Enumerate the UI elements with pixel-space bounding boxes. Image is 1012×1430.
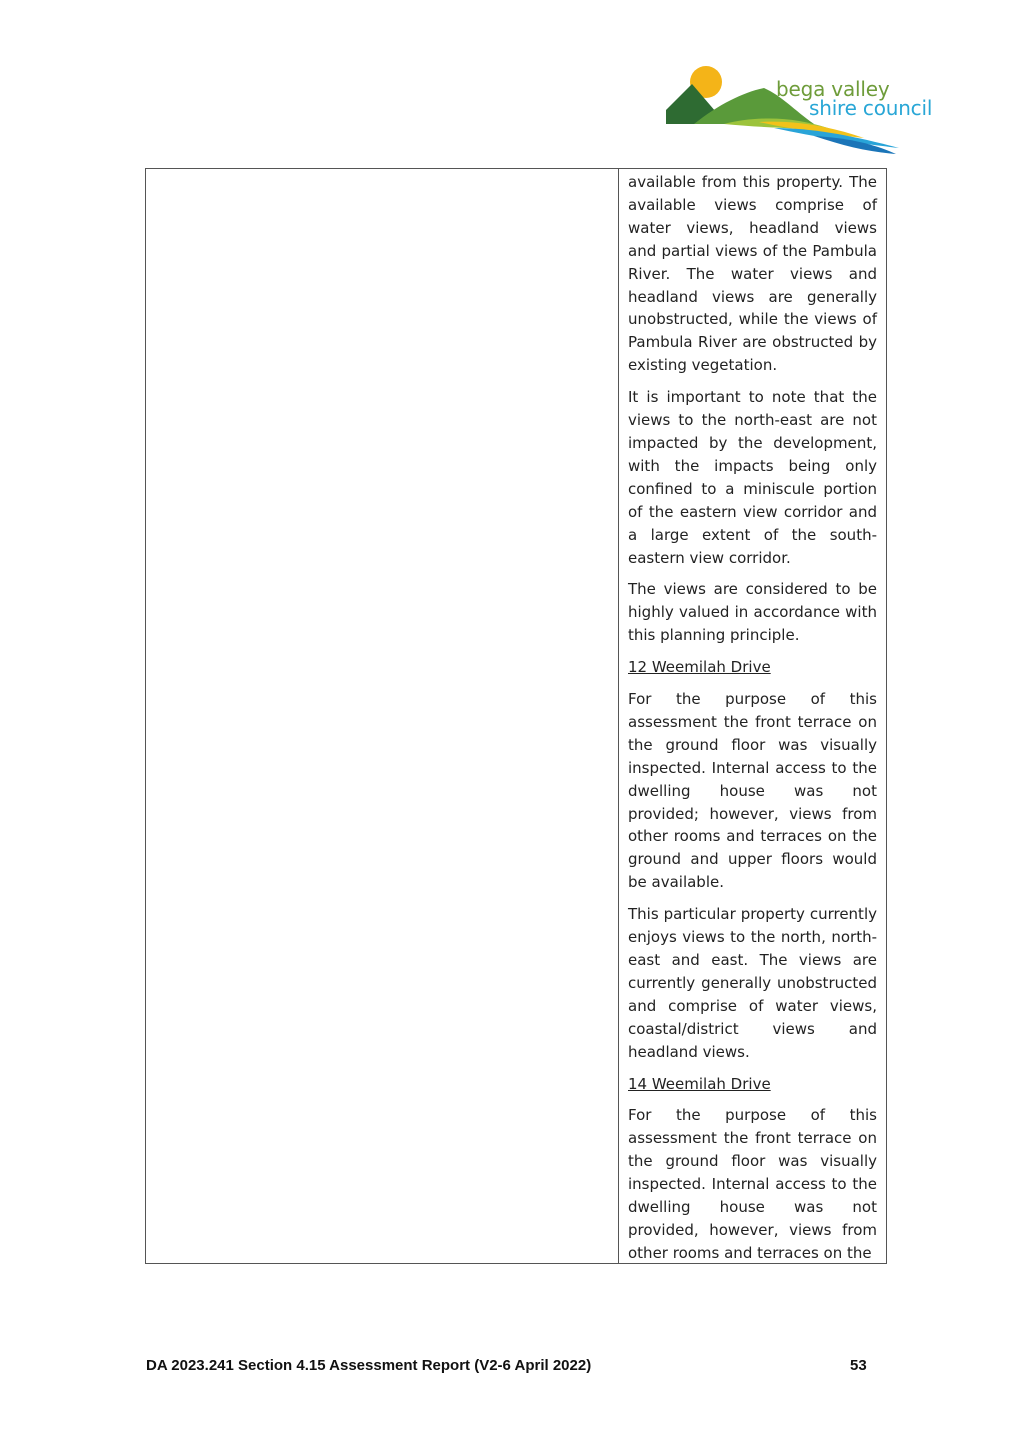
paragraph: The views are considered to be highly valued in accordance with this planning principle. [628,580,877,645]
paragraph: It is important to note that the views to the north-east are not impacted by the development, with the impacts being only confined to a miniscule portion of the eastern view corridor and a large extent of the south-eastern view corridor. [628,388,877,567]
logo-text-line1: bega valley [776,77,890,101]
paragraph: For the purpose of this assessment the front terrace on the ground floor was visually inspected. Internal access to the dwelling house was not provided; however, views from other rooms and terraces on the ground and upper floors would be available. [628,690,877,892]
paragraph: For the purpose of this assessment the front terrace on the ground floor was visually inspected. Internal access to the dwelling house was not provided, however, views from other rooms and terraces on the [628,1106,877,1262]
table-right-cell [619,169,886,1263]
paragraph: available from this property. The available views comprise of water views, headland views and partial views of the Pambula River. The water views and headland views are generally unobstructed, while the views of Pambula River are obstructed by existing vegetation. [628,173,877,375]
logo-text-line2: shire council [809,96,933,120]
section-heading: 12 Weemilah Drive [628,658,771,677]
section-heading: 14 Weemilah Drive [628,1074,771,1093]
council-logo [664,62,944,157]
footer-page-number: 53 [850,1357,867,1374]
paragraph: This particular property currently enjoys views to the north, north-east and east. The views are currently generally unobstructed and comprise of water views, coastal/district views and headland views. [628,905,877,1061]
assessment-table [145,168,887,1264]
footer-document-title: DA 2023.241 Section 4.15 Assessment Report (V2-6 April 2022) [146,1357,592,1374]
table-left-cell [146,169,619,1263]
